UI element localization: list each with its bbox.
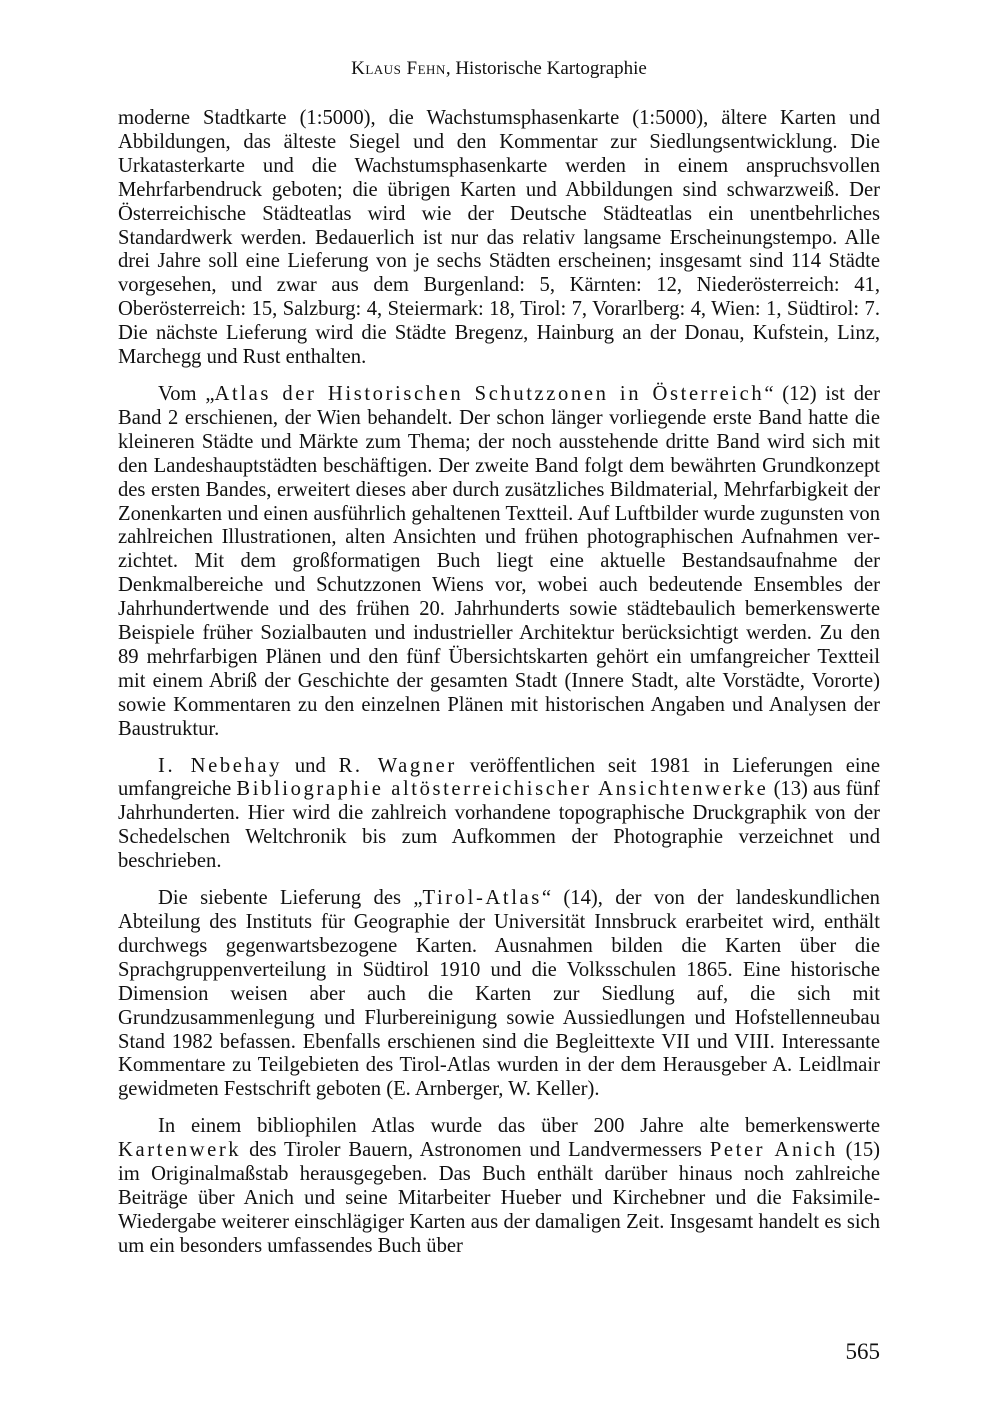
paragraph-2: [118, 383, 880, 742]
emphasized-text: Bibliographie altösterreichischer Ansichtenwerke: [236, 778, 769, 801]
header-separator: ,: [445, 58, 456, 79]
emphasized-text: R. Wagner: [338, 754, 457, 777]
paragraph-text: moderne Stadtkarte (1:5000), die Wachstumsphasenkarte (1:5000), ältere Karten und Abbildungen, das älteste Siegel und den Kommentar zur Siedlungsentwicklung. Die Urkatasterkarte und die Wachstumsphasenkarte werden in einem anspruchsvollen Mehrfarbendruck geboten; die übrigen Karten und Abbildungen sind schwarzweiß. Der Österreichische Städteatlas wird wie der Deutsche Städteatlas ein unentbehrliches Standardwerk werden. Bedauerlich ist nur das relativ langsame Erscheinungstempo. Alle drei Jahre soll eine Lieferung von je sechs Städten erscheinen; insgesamt sind 114 Städte vorgesehen, und zwar aus dem Burgenland: 5, Kärnten: 12, Niederösterreich: 41, Oberösterreich: 15, Salzburg: 4, Steiermark: 18, Tirol: 7, Vorarlberg: 4, Wien: 1, Südtirol: 7. Die nächste Lieferung wird die Städte Bregenz, Hainburg an der Donau, Kufstein, Linz, Marchegg und Rust enthalten.: [118, 107, 880, 369]
paragraph-3: [118, 755, 880, 875]
body-text: [118, 107, 880, 1259]
paragraph-text: (13) aus fünf Jahrhunderten. Hier wird die zahlreich vorhandene topographische Druckgraphik von der Schedelschen Weltchronik bis zum Aufkommen der Photographie verzeichnet und beschrieben.: [118, 778, 880, 873]
emphasized-text: Atlas der Historischen Schutzzonen in Österreich: [214, 382, 765, 405]
paragraph-1: [118, 107, 880, 370]
paragraph-text: veröffentlichen seit 1981 in Lieferungen eine umfangreiche: [118, 754, 880, 801]
emphasized-text: Kartenwerk: [118, 1139, 242, 1162]
emphasized-text: Peter Anich: [709, 1139, 838, 1162]
paragraph-text: Vom „: [158, 382, 215, 405]
header-title: Historische Kartographie: [455, 58, 647, 79]
paragraph-5: [118, 1115, 880, 1258]
paragraph-text: “ (12) ist der Band 2 erschienen, der Wien behandelt. Der schon länger vorliegende erste Band hatte die kleineren Städte und Märkte zum Thema; der noch ausstehende dritte Band wird sich mit den Landeshauptstädten beschäftigen. Der zweite Band folgt dem bewährten Grundkonzept des ersten Bandes, erweitert dieses aber durch zusätzliches Bildmaterial, Mehrfarbigkeit der Zonenkarten und einen ausführlich gehaltenen Textteil. Auf Luftbilder wurde zugunsten von zahlreichen Illustrationen, alten Ansichten und frühen photographischen Aufnahmen verzichtet. Mit dem großformatigen Buch liegt eine aktuelle Bestandsaufnahme der Denkmalbereiche und Schutzzonen Wiens vor, wobei auch bedeutende Ensembles der Jahrhundertwende und des frühen 20. Jahrhunderts sowie städtebaulich bemerkenswerte Beispiele früher Sozialbauten und industrieller Architektur berücksichtigt werden. Zu den 89 mehrfarbigen Plänen und den fünf Übersichtskarten gehört ein umfangreicher Textteil mit einem Abriß der Geschichte der gesamten Stadt (Innere Stadt, alte Vorstädte, Vororte) sowie Kommentaren zu den einzelnen Plänen mit historischen Angaben und Analysen der Baustruktur.: [118, 382, 880, 740]
page-number: 565: [845, 1339, 880, 1364]
paragraph-text: und: [282, 754, 339, 777]
paragraph-text: In einem bibliophilen Atlas wurde das über 200 Jahre alte bemerkenswerte: [158, 1115, 880, 1138]
paragraph-text: Die siebente Lieferung des „: [158, 887, 423, 910]
emphasized-text: Tirol-Atlas: [422, 887, 542, 910]
paragraph-text: des Tiroler Bauern, Astronomen und Landvermessers: [241, 1139, 710, 1162]
paragraph-4: [118, 887, 880, 1102]
running-header: [118, 56, 880, 82]
emphasized-text: I. Nebehay: [158, 754, 283, 777]
paragraph-text: (15) im Originalmaßstab herausgegeben. Das Buch enthält darüber hinaus noch zahlreiche Beiträge über Anich und seine Mitarbeiter Hueber und Kirchebner und die Faksimile-Wiedergabe weiterer einschlägiger Karten aus der damaligen Zeit. Insgesamt handelt es sich um ein besonders umfassendes Buch über: [118, 1139, 880, 1257]
paragraph-text: “ (14), der von der landeskundlichen Abteilung des Instituts für Geographie der Universität Innsbruck erarbeitet wird, enthält durchwegs gegenwartsbezogene Karten. Ausnahmen bilden die Karten über die Sprachgruppenverteilung in Südtirol 1910 und die Volksschulen 1865. Eine historische Dimension weisen aber auch die Karten zur Siedlung auf, die sich mit Grundzusammenlegung und Flurbereinigung sowie Aussiedlungen und Hofstellenneubau Stand 1982 befassen. Ebenfalls erschienen sind die Begleittexte VII und VIII. Interessante Kommentare zu Teilgebieten des Tirol-Atlas wurden in der dem Herausgeber A. Leidlmair gewidmeten Festschrift geboten (E. Arnberger, W. Keller).: [118, 887, 880, 1101]
header-author: Klaus Fehn: [351, 58, 446, 79]
